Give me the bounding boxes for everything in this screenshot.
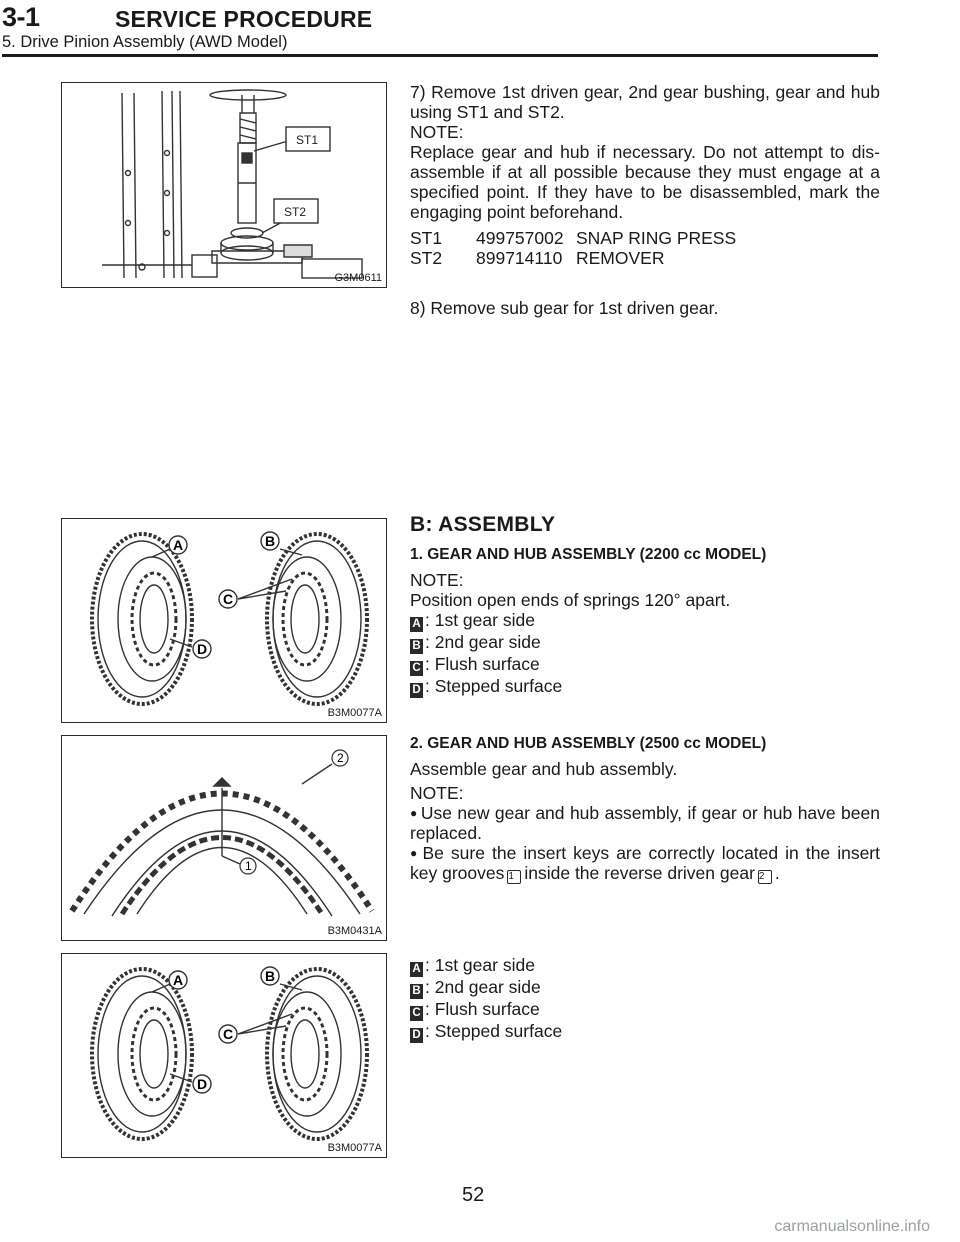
key-badge: D <box>410 1028 423 1043</box>
tool-code: ST2 <box>410 248 443 268</box>
key-text: : Flush surface <box>425 999 540 1019</box>
key-badge: 2 <box>758 870 772 884</box>
key-item <box>410 955 880 977</box>
figure-gear-hub-2200 <box>61 518 387 723</box>
gear-hub-illustration <box>62 954 385 1156</box>
key-text: : 1st gear side <box>425 610 535 630</box>
key-text: : Stepped surface <box>425 1021 563 1041</box>
key-text: : 1st gear side <box>425 955 535 975</box>
figure-code: G3M0611 <box>334 272 382 284</box>
tool-row <box>410 248 880 268</box>
callout-c: C <box>223 1026 234 1042</box>
figure-code: B3M0077A <box>327 707 382 719</box>
key-badge: D <box>410 683 423 698</box>
sub1-note-label: NOTE: <box>410 570 464 590</box>
tool-number: 499757002 <box>476 228 564 248</box>
tool-name: REMOVER <box>576 248 665 268</box>
callout-d: D <box>197 641 208 657</box>
tool-row <box>410 228 880 248</box>
figure-code: B3M0077A <box>327 1142 382 1154</box>
key-badge: B <box>410 639 423 654</box>
header-rule <box>2 54 878 57</box>
watermark: carmanualsonline.info <box>774 1218 930 1235</box>
tool-name: SNAP RING PRESS <box>576 228 737 248</box>
step-8-text: 8) Remove sub gear for 1st driven gear. <box>410 298 719 318</box>
st1-callout-label: ST1 <box>296 133 319 147</box>
section-number: 3-1 <box>2 2 40 32</box>
section-title: SERVICE PROCEDURE <box>115 6 373 32</box>
callout-c: C <box>223 591 234 607</box>
tool-code: ST1 <box>410 228 443 248</box>
bullet-text: inside the reverse driven gear <box>524 863 755 883</box>
st2-callout-label: ST2 <box>284 205 307 219</box>
step-7-note-text: Replace gear and hub if necessary. Do not attempt to dis-assemble if at all possible because they must engage at a specified point. If they have to be disassembled, mark the engaging point beforehand. <box>410 142 880 222</box>
callout-b: B <box>265 968 276 984</box>
callout-d: D <box>197 1076 208 1092</box>
key-item <box>410 676 880 698</box>
callout-1: 1 <box>245 859 252 873</box>
press-illustration <box>62 83 385 286</box>
callout-a: A <box>173 972 184 988</box>
key-badge: A <box>410 617 423 632</box>
key-badge: B <box>410 984 423 999</box>
gear-hub-illustration <box>62 519 385 721</box>
key-badge: 1 <box>507 870 521 884</box>
callout-b: B <box>265 533 276 549</box>
figure-reverse-driven-gear <box>61 735 387 941</box>
section-b-heading: B: ASSEMBLY <box>410 513 556 536</box>
subsection-2-key-list <box>410 955 880 1043</box>
page-number: 52 <box>462 1184 485 1206</box>
key-badge: A <box>410 962 423 977</box>
sub2-text: Assemble gear and hub assembly. <box>410 759 678 779</box>
reverse-gear-illustration <box>62 736 385 939</box>
note-bullet <box>410 803 880 843</box>
bullet-text: Use new gear and hub assembly, if gear or hub have been replaced. <box>410 803 880 843</box>
subsection-2-block <box>410 759 880 884</box>
figure-code: B3M0431A <box>327 925 382 937</box>
section-subtitle: 5. Drive Pinion Assembly (AWD Model) <box>2 33 288 51</box>
key-text: : Flush surface <box>425 654 540 674</box>
note-bullet <box>410 843 880 884</box>
key-item <box>410 632 880 654</box>
key-item <box>410 654 880 676</box>
subsection-2-heading: 2. GEAR AND HUB ASSEMBLY (2500 cc MODEL) <box>410 735 767 752</box>
step-7-block <box>410 82 880 268</box>
sub1-note-text: Position open ends of springs 120° apart. <box>410 590 731 610</box>
bullet-icon: ● <box>410 846 420 860</box>
subsection-1-heading: 1. GEAR AND HUB ASSEMBLY (2200 cc MODEL) <box>410 546 767 563</box>
figure-gear-hub-2500 <box>61 953 387 1158</box>
key-item <box>410 1021 880 1043</box>
key-text: : Stepped surface <box>425 676 563 696</box>
key-badge: C <box>410 1006 423 1021</box>
bullet-text: . <box>774 863 780 883</box>
subsection-1-block <box>410 570 880 698</box>
step-7-note-label: NOTE: <box>410 122 464 142</box>
sub2-note-label: NOTE: <box>410 783 464 803</box>
tool-number: 899714110 <box>476 248 563 268</box>
key-item <box>410 610 880 632</box>
key-text: : 2nd gear side <box>425 632 541 652</box>
step-7-text: 7) Remove 1st driven gear, 2nd gear bushing, gear and hub using ST1 and ST2. <box>410 82 880 122</box>
bullet-text: Be sure the insert keys are correctly located in the insert key grooves <box>410 843 880 883</box>
figure-snap-ring-press <box>61 82 387 288</box>
callout-2: 2 <box>337 751 344 765</box>
callout-a: A <box>173 537 184 553</box>
bullet-icon: ● <box>410 806 418 820</box>
key-item <box>410 977 880 999</box>
key-text: : 2nd gear side <box>425 977 541 997</box>
key-item <box>410 999 880 1021</box>
key-badge: C <box>410 661 423 676</box>
